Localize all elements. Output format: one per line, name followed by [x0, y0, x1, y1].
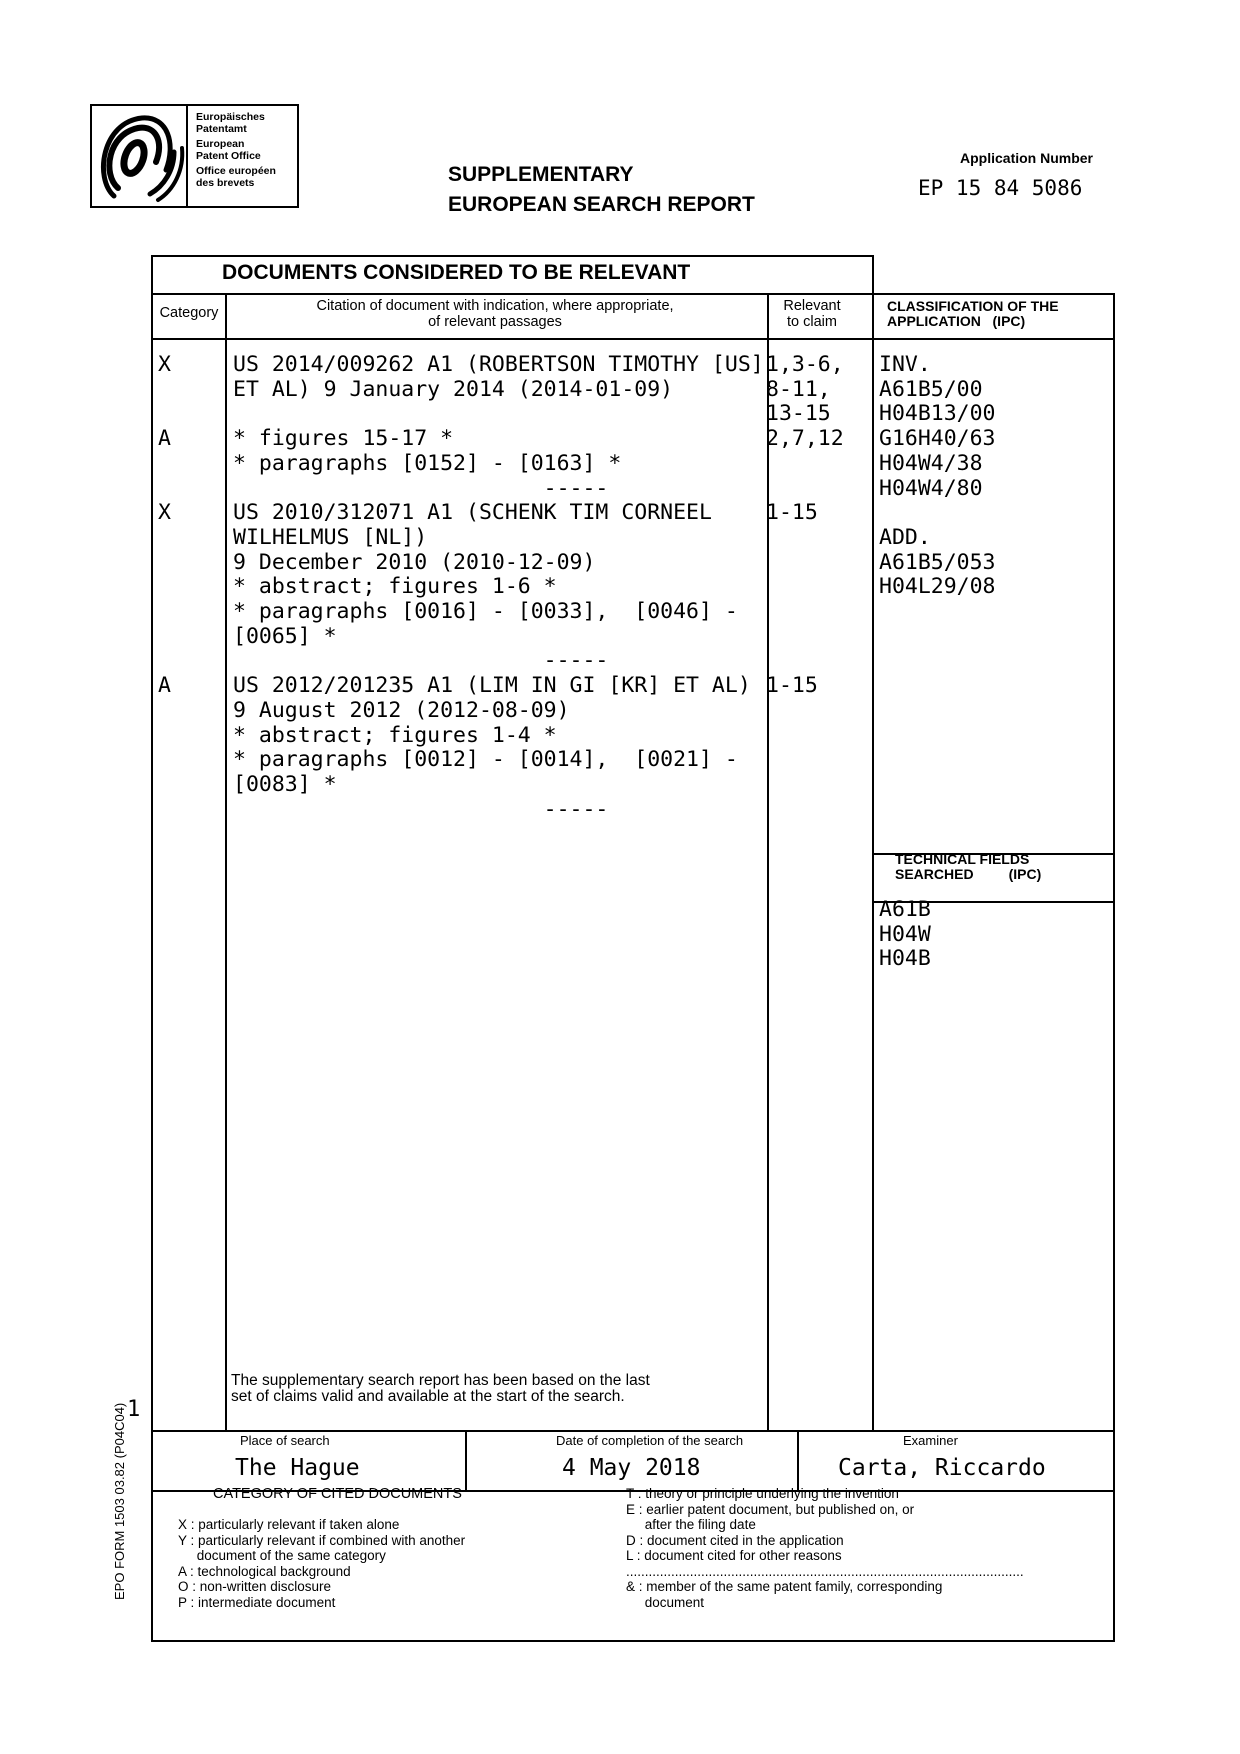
examiner-label: Examiner: [903, 1433, 958, 1448]
category-cell: [158, 551, 171, 576]
category-cell: [158, 477, 171, 502]
category-legend-item: ..........................................................................................................: [626, 1564, 1024, 1580]
citation-line: * figures 15-17 *: [233, 427, 764, 452]
category-cell: [158, 748, 171, 773]
form-code: EPO FORM 1503 03.82 (P04C04): [112, 1403, 127, 1600]
column-header-citation-line1: Citation of document with indication, where appropriate,: [235, 298, 755, 314]
citation-line: [0083] *: [233, 773, 764, 798]
relevant-claims-cell: [766, 575, 844, 600]
citation-line: * paragraphs [0012] - [0014], [0021] -: [233, 748, 764, 773]
category-cell: [158, 773, 171, 798]
relevant-claims-cell: [766, 724, 844, 749]
category-cell: A: [158, 427, 171, 452]
classification-column: [879, 353, 996, 600]
citation-line: * abstract; figures 1-4 *: [233, 724, 764, 749]
logo-text-en-2: Patent Office: [196, 151, 296, 163]
relevant-claims-cell: [766, 748, 844, 773]
page-marker: 1: [127, 1397, 140, 1422]
examiner-name: Carta, Riccardo: [838, 1455, 1046, 1481]
citation-line: 9 December 2010 (2010-12-09): [233, 551, 764, 576]
logo-text-de-2: Patentamt: [196, 124, 296, 136]
citation-line: 9 August 2012 (2012-08-09): [233, 699, 764, 724]
ipc-code: H04B13/00: [879, 402, 996, 427]
citation-line: [0065] *: [233, 625, 764, 650]
column-header-category: Category: [153, 305, 225, 321]
relevant-claims-cell: [766, 625, 844, 650]
citation-line: US 2010/312071 A1 (SCHENK TIM CORNEEL: [233, 501, 764, 526]
category-legend-item: T : theory or principle underlying the invention: [626, 1486, 1024, 1502]
technical-fields-list: [879, 898, 931, 972]
category-cell: [158, 526, 171, 551]
category-legend-item: document of the same category: [178, 1548, 465, 1564]
category-legend-item: L : document cited for other reasons: [626, 1548, 1024, 1564]
column-header-citation: [235, 298, 755, 330]
citation-line: * paragraphs [0152] - [0163] *: [233, 452, 764, 477]
category-legend-item: document: [626, 1595, 1024, 1611]
category-legend-item: E : earlier patent document, but published on, or: [626, 1502, 1024, 1518]
ipc-code: ADD.: [879, 526, 996, 551]
technical-field-code: H04W: [879, 923, 931, 948]
logo-text-fr-2: des brevets: [196, 178, 296, 190]
epo-logo-text: [196, 112, 296, 189]
application-number: EP 15 84 5086: [918, 176, 1082, 200]
logo-text-en-1: European: [196, 139, 296, 151]
column-header-relevant-line1: Relevant: [762, 298, 862, 314]
ipc-code: H04L29/08: [879, 575, 996, 600]
category-legend-item: A : technological background: [178, 1564, 465, 1580]
logo-text-fr-1: Office européen: [196, 166, 296, 178]
relevant-claims-cell: [766, 773, 844, 798]
ipc-code: H04W4/38: [879, 452, 996, 477]
citation-column: [233, 353, 764, 822]
ipc-code: G16H40/63: [879, 427, 996, 452]
relevant-claims-cell: [766, 699, 844, 724]
category-legend-item: P : intermediate document: [178, 1595, 465, 1611]
report-title: [448, 160, 755, 220]
column-header-relevant: [762, 298, 862, 330]
ipc-code: [879, 501, 996, 526]
relevant-claims-cell: 8-11,: [766, 378, 844, 403]
category-cell: [158, 600, 171, 625]
place-of-search: The Hague: [235, 1455, 360, 1481]
category-column: [158, 353, 171, 822]
epo-logo: [90, 104, 299, 208]
citation-line: * paragraphs [0016] - [0033], [0046] -: [233, 600, 764, 625]
category-legend-item: after the filing date: [626, 1517, 1024, 1533]
relevant-claims-cell: [766, 477, 844, 502]
category-cell: [158, 798, 171, 823]
ipc-code: H04W4/80: [879, 477, 996, 502]
relevant-claims-cell: 13-15: [766, 402, 844, 427]
category-legend-left: [178, 1517, 465, 1610]
category-cell: [158, 452, 171, 477]
basis-note-line2: set of claims valid and available at the start of the search.: [231, 1389, 650, 1405]
category-cell: [158, 402, 171, 427]
citation-line: US 2012/201235 A1 (LIM IN GI [KR] ET AL): [233, 674, 764, 699]
technical-field-code: H04B: [879, 947, 931, 972]
citation-line: [233, 402, 764, 427]
relevant-claims-column: [766, 353, 844, 822]
category-legend-item: O : non-written disclosure: [178, 1579, 465, 1595]
relevant-claims-cell: [766, 452, 844, 477]
technical-fields-heading-line2: SEARCHED (IPC): [895, 867, 1041, 882]
relevant-claims-cell: 1-15: [766, 674, 844, 699]
category-cell: [158, 699, 171, 724]
logo-text-de-1: Europäisches: [196, 112, 296, 124]
column-header-citation-line2: of relevant passages: [235, 314, 755, 330]
completion-date-label: Date of completion of the search: [556, 1433, 743, 1448]
category-legend-item: D : document cited in the application: [626, 1533, 1024, 1549]
category-cell: X: [158, 353, 171, 378]
category-legend-item: Y : particularly relevant if combined with another: [178, 1533, 465, 1549]
relevant-claims-cell: [766, 551, 844, 576]
relevant-claims-cell: [766, 600, 844, 625]
column-header-classification: [887, 299, 1059, 329]
technical-fields-heading: [895, 852, 1041, 882]
completion-date: 4 May 2018: [562, 1455, 700, 1481]
application-number-label: Application Number: [960, 150, 1093, 166]
basis-note: [231, 1373, 650, 1405]
column-header-classification-line1: CLASSIFICATION OF THE: [887, 299, 1059, 314]
citation-line: US 2014/009262 A1 (ROBERTSON TIMOTHY [US]: [233, 353, 764, 378]
category-cell: A: [158, 674, 171, 699]
place-of-search-label: Place of search: [240, 1433, 330, 1448]
category-cell: [158, 575, 171, 600]
report-title-line1: SUPPLEMENTARY: [448, 160, 755, 190]
citation-line: -----: [233, 798, 764, 823]
basis-note-line1: The supplementary search report has been based on the last: [231, 1373, 650, 1389]
relevant-claims-cell: [766, 649, 844, 674]
relevant-claims-cell: 2,7,12: [766, 427, 844, 452]
category-legend-item: & : member of the same patent family, corresponding: [626, 1579, 1024, 1595]
ipc-code: A61B5/00: [879, 378, 996, 403]
column-header-classification-line2: APPLICATION (IPC): [887, 314, 1059, 329]
ipc-code: A61B5/053: [879, 551, 996, 576]
technical-fields-heading-line1: TECHNICAL FIELDS: [895, 852, 1041, 867]
documents-heading: DOCUMENTS CONSIDERED TO BE RELEVANT: [222, 261, 690, 285]
category-legend-right: [626, 1486, 1024, 1610]
category-legend-heading: CATEGORY OF CITED DOCUMENTS: [213, 1486, 462, 1502]
report-title-line2: EUROPEAN SEARCH REPORT: [448, 190, 755, 220]
citation-line: WILHELMUS [NL]): [233, 526, 764, 551]
category-cell: [158, 378, 171, 403]
ipc-code: INV.: [879, 353, 996, 378]
citation-line: * abstract; figures 1-6 *: [233, 575, 764, 600]
technical-field-code: A61B: [879, 898, 931, 923]
relevant-claims-cell: [766, 798, 844, 823]
column-header-relevant-line2: to claim: [762, 314, 862, 330]
category-cell: [158, 724, 171, 749]
relevant-claims-cell: 1-15: [766, 501, 844, 526]
relevant-claims-cell: 1,3-6,: [766, 353, 844, 378]
category-cell: X: [158, 501, 171, 526]
category-legend-item: X : particularly relevant if taken alone: [178, 1517, 465, 1533]
relevant-claims-cell: [766, 526, 844, 551]
citation-line: ET AL) 9 January 2014 (2014-01-09): [233, 378, 764, 403]
citation-line: -----: [233, 477, 764, 502]
category-cell: [158, 649, 171, 674]
category-cell: [158, 625, 171, 650]
citation-line: -----: [233, 649, 764, 674]
epo-logo-mark-icon: [94, 108, 186, 204]
